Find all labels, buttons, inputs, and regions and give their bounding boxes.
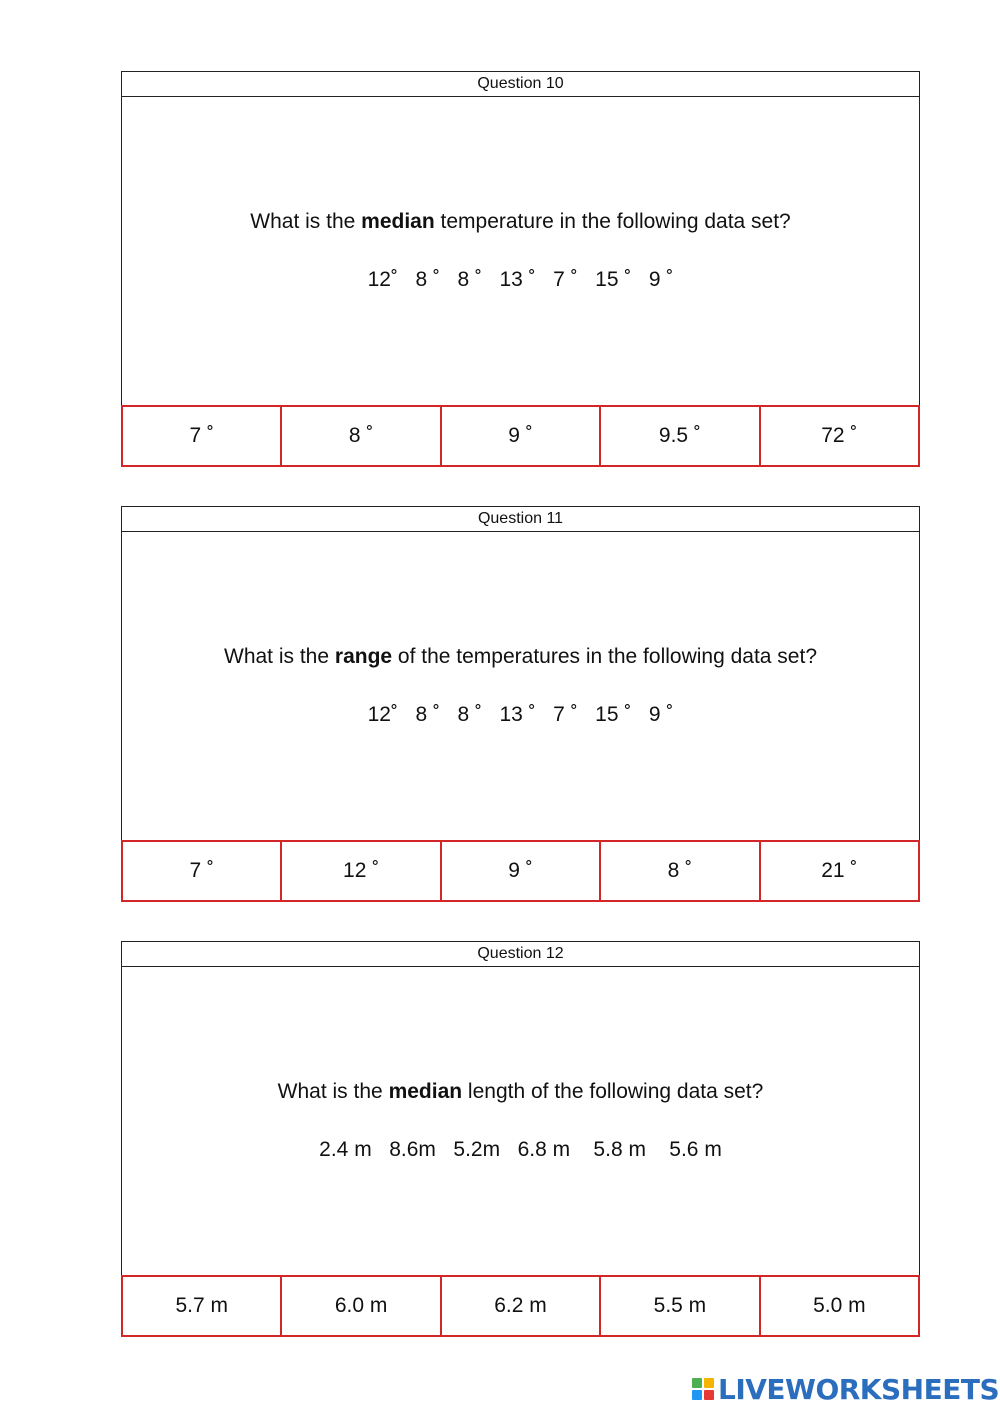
answer-option[interactable]: 9.5 ˚ xyxy=(601,407,760,465)
question-header: Question 12 xyxy=(122,942,919,967)
prompt-text: What is the xyxy=(277,1080,389,1103)
question-card-10 xyxy=(121,71,920,468)
answer-option[interactable]: 5.7 m xyxy=(123,1277,282,1335)
question-header: Question 11 xyxy=(122,507,919,532)
answer-options xyxy=(121,1275,920,1337)
answer-option[interactable]: 6.0 m xyxy=(282,1277,441,1335)
brand-footer xyxy=(692,1374,999,1404)
prompt-text: What is the xyxy=(224,645,335,668)
question-card-11 xyxy=(121,506,920,903)
answer-option[interactable]: 12 ˚ xyxy=(282,842,441,900)
question-header: Question 10 xyxy=(122,72,919,97)
question-card-12 xyxy=(121,941,920,1338)
answer-options xyxy=(121,840,920,902)
liveworksheets-logo-icon xyxy=(692,1378,714,1400)
logo-square xyxy=(692,1390,702,1400)
prompt-text: length of the following data set? xyxy=(462,1080,764,1103)
answer-option[interactable]: 9 ˚ xyxy=(442,842,601,900)
answer-option[interactable]: 5.5 m xyxy=(601,1277,760,1335)
prompt-keyword: median xyxy=(388,1080,463,1103)
question-prompt xyxy=(122,645,919,669)
prompt-keyword: median xyxy=(361,210,435,233)
logo-square xyxy=(692,1378,702,1388)
logo-square xyxy=(704,1390,714,1400)
question-prompt xyxy=(122,1080,919,1104)
answer-option[interactable]: 72 ˚ xyxy=(821,424,858,447)
prompt-keyword: range xyxy=(334,645,393,668)
brand-name: LIVEWORKSHEETS xyxy=(718,1372,1000,1406)
answer-option[interactable]: 6.2 m xyxy=(442,1277,601,1335)
answer-option[interactable]: 21 ˚ xyxy=(821,859,858,882)
question-prompt xyxy=(122,210,919,234)
data-set: 12˚ 8 ˚ 8 ˚ 13 ˚ 7 ˚ 15 ˚ 9 ˚ xyxy=(367,703,674,726)
answer-option[interactable]: 5.0 m xyxy=(813,1294,866,1317)
prompt-text: of the temperatures in the following data set? xyxy=(392,645,817,668)
question-body xyxy=(121,941,920,1278)
answer-options xyxy=(121,405,920,467)
prompt-text: What is the xyxy=(250,210,362,233)
answer-option[interactable]: 8 ˚ xyxy=(282,407,441,465)
question-body xyxy=(121,71,920,408)
answer-option[interactable]: 9 ˚ xyxy=(442,407,601,465)
answer-option[interactable]: 8 ˚ xyxy=(601,842,760,900)
logo-square xyxy=(704,1378,714,1388)
answer-option[interactable]: 7 ˚ xyxy=(123,407,282,465)
prompt-text: temperature in the following data set? xyxy=(434,210,791,233)
question-body xyxy=(121,506,920,843)
answer-option[interactable]: 7 ˚ xyxy=(123,842,282,900)
data-set: 12˚ 8 ˚ 8 ˚ 13 ˚ 7 ˚ 15 ˚ 9 ˚ xyxy=(367,268,674,291)
data-set: 2.4 m 8.6m 5.2m 6.8 m 5.8 m 5.6 m xyxy=(319,1138,722,1161)
